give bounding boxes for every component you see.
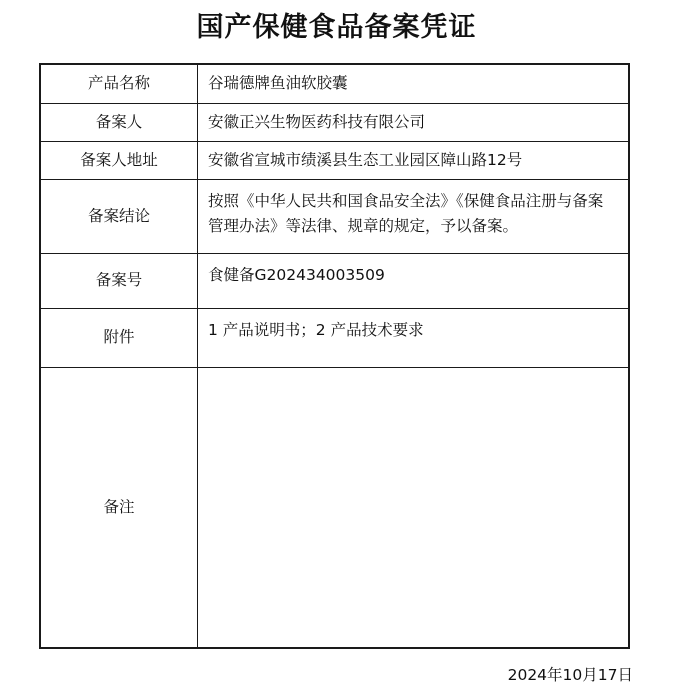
table-row-filer: [40, 103, 629, 141]
product-name-value: 谷瑞德牌鱼油软胶囊: [198, 64, 630, 103]
table-row-filer-address: [40, 141, 629, 179]
table-row-product-name: [40, 64, 629, 103]
record-number-value: 食健备G202434003509: [198, 253, 630, 308]
filer-address-label: 备案人地址: [40, 141, 198, 179]
document-title: 国产保健食品备案凭证: [196, 12, 477, 43]
attachments-value: 1 产品说明书；2 产品技术要求: [198, 308, 630, 367]
remarks-label: 备注: [40, 367, 198, 648]
attachments-label: 附件: [40, 308, 198, 367]
table-row-remarks: [40, 367, 629, 648]
filer-value: 安徽正兴生物医药科技有限公司: [198, 103, 630, 141]
filer-address-value: 安徽省宣城市绩溪县生态工业园区障山路12号: [198, 141, 630, 179]
record-table: [39, 63, 630, 649]
issue-date: 2024年10月17日: [507, 666, 633, 684]
table-row-record-number: [40, 253, 629, 308]
conclusion-label: 备案结论: [40, 179, 198, 253]
remarks-value: [198, 367, 630, 648]
table-row-attachments: [40, 308, 629, 367]
product-name-label: 产品名称: [40, 64, 198, 103]
record-number-label: 备案号: [40, 253, 198, 308]
table-row-conclusion: [40, 179, 629, 253]
conclusion-value: 按照《中华人民共和国食品安全法》《保健食品注册与备案管理办法》等法律、规章的规定，予以备案。: [198, 179, 630, 253]
filer-label: 备案人: [40, 103, 198, 141]
